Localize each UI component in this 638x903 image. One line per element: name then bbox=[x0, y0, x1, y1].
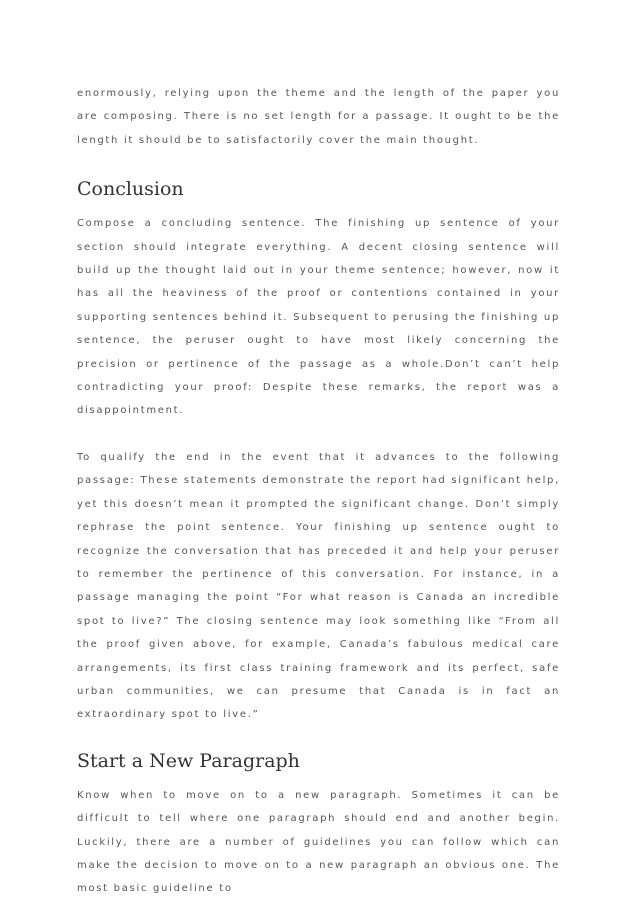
conclusion-heading: Conclusion bbox=[77, 178, 184, 201]
document-page bbox=[77, 82, 560, 901]
intro-paragraph: enormously, relying upon the theme and the length of the paper you are composing. There is no set length for a passage. It ought to be the length it should be to satisfactorily cover the main thought. bbox=[77, 88, 560, 146]
qualify-paragraph: To qualify the end in the event that it advances to the following passage: These statements demonstrate the report had significant help, yet this doesn’t mean it prompted the significant change. Don’t simply rephrase the point sentence. Your finishing up sentence ought to recognize the conversation that has preceded it and help your peruser to remember the pertinence of this conversation. For instance, in a passage managing the point “For what reason is Canada an incredible spot to live?” The closing sentence may look something like “From all the proof given above, for example, Canada’s fabulous medical care arrangements, its first class training framework and its perfect, safe urban communities, we can presume that Canada is in fact an extraordinary spot to live.” bbox=[77, 451, 560, 721]
conclusion-paragraph: Compose a concluding sentence. The finishing up sentence of your section should integrate everything. A decent closing sentence will build up the thought laid out in your theme sentence; however, now it has all the heaviness of the proof or contentions contained in your supporting sentences behind it. Subsequent to perusing the finishing up sentence, the peruser ought to have most likely concerning the precision or pertinence of the passage as a whole.Don’t can’t help contradicting your proof: Despite these remarks, the report was a disappointment. bbox=[77, 218, 560, 417]
new-paragraph-text: Know when to move on to a new paragraph. Sometimes it can be difficult to tell where one paragraph should end and another begin. Luckily, there are a number of guidelines you can follow which can make the decision to move on to a new paragraph an obvious one. The most basic guideline to bbox=[77, 789, 560, 895]
new-paragraph-heading: Start a New Paragraph bbox=[77, 749, 300, 772]
